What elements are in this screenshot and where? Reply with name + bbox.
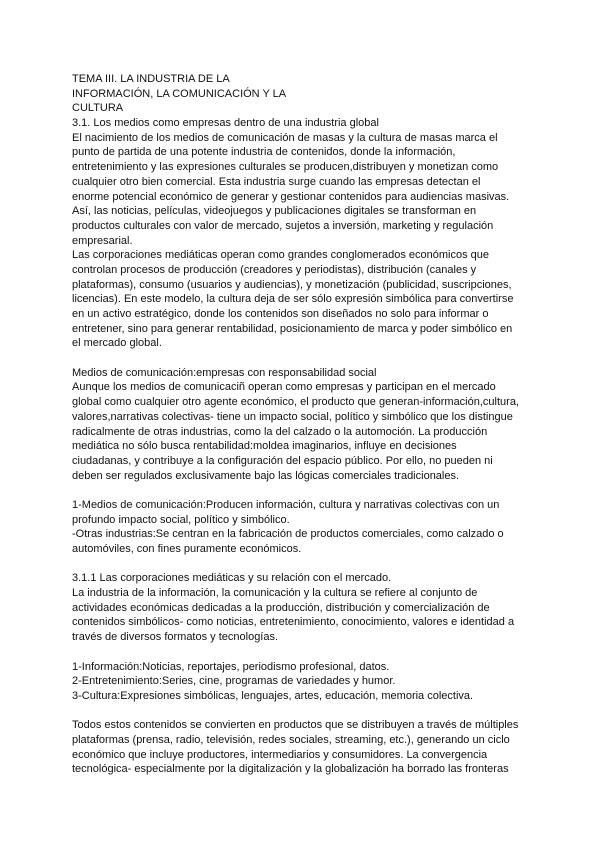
text-line: empresarial. [72, 234, 133, 247]
text-line: Aunque los medios de comunicaciñ operan como empresas y participan en el mercado [72, 381, 496, 394]
text-line: global como cualquier otro agente económico, el producto que generan-información,cultura, [72, 396, 519, 409]
section-social-responsibility [72, 366, 532, 484]
text-line: el mercado global. [72, 337, 162, 350]
text-line: Así, las noticias, películas, videojuegos y publicaciones digitales se transforman en [72, 205, 477, 218]
title-line: CULTURA [72, 102, 124, 115]
section-heading: Medios de comunicación:empresas con responsabilidad social [72, 366, 377, 379]
text-line: productos culturales con valor de mercado, sujetos a inversión, marketing y regulación [72, 219, 494, 232]
text-line: plataformas), consumo (usuarios y audiencias), y monetización (publicidad, suscripciones, [72, 278, 512, 291]
list-item: 2-Entretenimiento:Series, cine, programas de variedades y humor. [72, 675, 396, 688]
text-line: actividades económicas dedicadas a la producción, distribución y comercialización de [72, 601, 490, 614]
text-line: contenidos simbólicos- como noticias, entretenimiento, conocimiento, valores e identidad a [72, 616, 515, 629]
text-line: punto de partida de una potente industria de contenidos, donde la información, [72, 146, 456, 159]
closing-paragraph [72, 718, 532, 777]
text-line: Todos estos contenidos se convierten en productos que se distribuyen a través de múltiples [72, 719, 519, 732]
title-line: INFORMACIÓN, LA COMUNICACIÓN Y LA [72, 87, 287, 100]
section-media-companies [72, 116, 532, 351]
list-item: profundo impacto social, político y simbólico. [72, 513, 290, 526]
text-line: en un activo estratégico, donde los contenidos son diseñados no solo para informar o [72, 308, 489, 320]
text-line: plataformas (prensa, radio, televisión, redes sociales, streaming, etc.), generando un ciclo [72, 733, 510, 746]
list-item: 1-Información:Noticias, reportajes, periodismo profesional, datos. [72, 660, 390, 673]
list-item: 3-Cultura:Expresiones simbólicas, lenguajes, artes, educación, memoria colectiva. [72, 689, 474, 702]
content-types-list [72, 660, 532, 704]
text-line: valores,narrativas colectivas- tiene un impacto social, político y simbólico que los distingue [72, 410, 513, 423]
document-page [72, 72, 532, 777]
paragraph-spacer [72, 704, 532, 719]
list-item: automóviles, con fines puramente económicos. [72, 543, 302, 555]
text-line: ciudadanas, y contribuye a la configuración del espacio público. Por ello, no pueden ni [72, 454, 493, 467]
text-line: La industria de la información, la comunicación y la cultura se refiere al conjunto de [72, 587, 478, 600]
text-line: través de diversos formatos y tecnologías. [72, 631, 279, 644]
list-item: 1-Medios de comunicación:Producen información, cultura y narrativas colectivas con un [72, 498, 500, 511]
section-heading: 3.1. Los medios como empresas dentro de una industria global [72, 117, 379, 130]
section-corporations-market [72, 571, 532, 644]
title-line: TEMA III. LA INDUSTRIA DE LA [72, 73, 230, 85]
text-line: entretenimiento y las expresiones culturales se producen,distribuyen y monetizan como [72, 161, 499, 174]
text-line: radicalmente de otras industrias, como la del calzado o la automoción. La producción [72, 425, 488, 438]
text-line: El nacimiento de los medios de comunicación de masas y la cultura de masas marca el [72, 131, 498, 144]
paragraph-spacer [72, 557, 532, 572]
paragraph-spacer [72, 645, 532, 660]
paragraph-spacer [72, 483, 532, 498]
text-line: entretener, sino para generar rentabilidad, posicionamiento de marca y poder simbólico en [72, 322, 513, 335]
text-line: deben ser regulados exclusivamente bajo las lógicas comerciales tradicionales. [72, 469, 460, 482]
list-item: -Otras industrias:Se centran en la fabricación de productos comerciales, como calzado o [72, 528, 504, 541]
page-title [72, 72, 532, 116]
text-line: mediática no sólo busca rentabilidad:moldea imaginarios, influye en decisiones [72, 440, 457, 453]
text-line: económico que incluye productores, intermediarios y consumidores. La convergencia [72, 748, 488, 761]
comparison-list [72, 498, 532, 557]
section-heading: 3.1.1 Las corporaciones mediáticas y su relación con el mercado. [72, 572, 392, 585]
paragraph-spacer [72, 351, 532, 366]
text-line: tecnológica- especialmente por la digitalización y la globalización ha borrado las fronteras [72, 763, 509, 776]
text-line: controlan procesos de producción (creadores y periodistas), distribución (canales y [72, 263, 477, 276]
text-line: cualquier otro bien comercial. Esta industria surge cuando las empresas detectan el [72, 175, 481, 188]
text-line: licencias). En este modelo, la cultura deja de ser sólo expresión simbólica para convertirse [72, 293, 514, 306]
text-line: Las corporaciones mediáticas operan como grandes conglomerados económicos que [72, 249, 490, 262]
text-line: enorme potencial económico de generar y gestionar contenidos para audiencias masivas. [72, 190, 510, 203]
